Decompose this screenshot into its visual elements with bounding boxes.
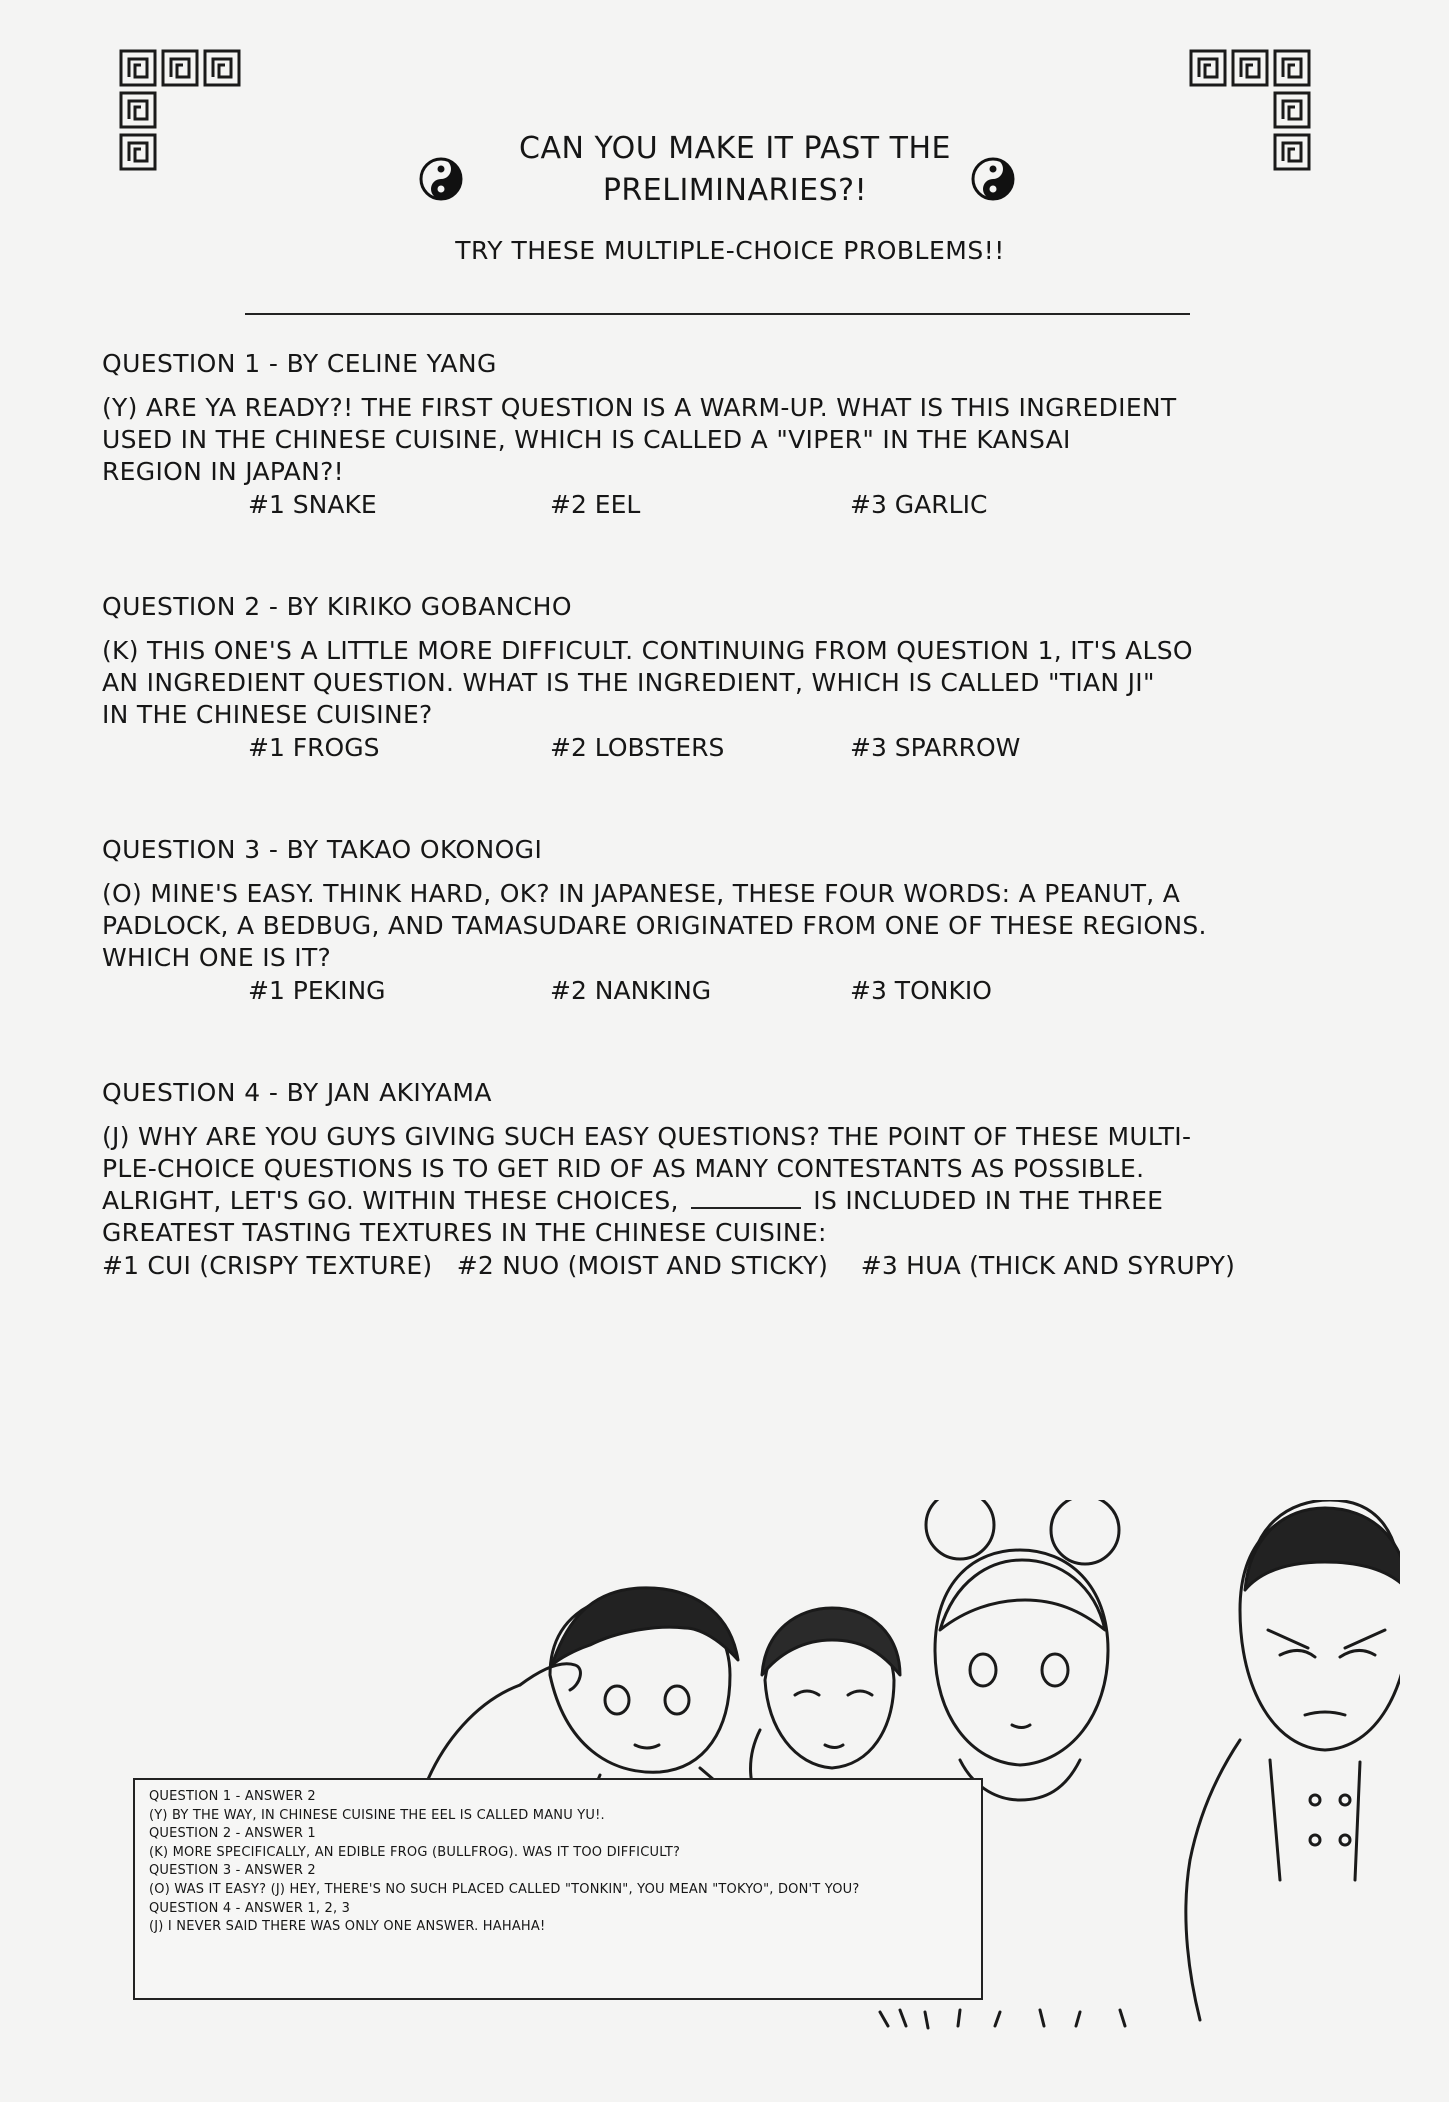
question-line: (Y) ARE YA READY?! THE FIRST QUESTION IS A WARM-UP. WHAT IS THIS INGREDIENT [102, 393, 1177, 422]
choice-1: #1 FROGS [248, 733, 380, 762]
choice-list [102, 976, 1222, 1014]
choice-3: #3 GARLIC [850, 490, 988, 519]
question-line: REGION IN JAPAN?! [102, 457, 344, 486]
choice-3: #3 HUA (THICK AND SYRUPY) [860, 1251, 1236, 1280]
divider-rule [245, 313, 1190, 315]
question-3 [102, 835, 1222, 1014]
page-subtitle: TRY THESE MULTIPLE-CHOICE PROBLEMS!! [455, 236, 1005, 265]
choice-1: #1 PEKING [248, 976, 386, 1005]
answer-line: QUESTION 4 - ANSWER 1, 2, 3 [149, 1900, 351, 1916]
choice-2: #2 LOBSTERS [550, 733, 725, 762]
title-line-2: PRELIMINARIES?! [602, 173, 868, 208]
choice-list [102, 490, 1222, 528]
answer-key-box [133, 1778, 983, 2000]
yin-yang-icon [418, 156, 464, 202]
question-line: PLE-CHOICE QUESTIONS IS TO GET RID OF AS MANY CONTESTANTS AS POSSIBLE. [102, 1154, 1145, 1183]
choice-1: #1 SNAKE [248, 490, 377, 519]
answer-blank [691, 1207, 801, 1209]
question-line: IN THE CHINESE CUISINE? [102, 700, 433, 729]
question-text [102, 392, 1222, 488]
question-line [102, 1185, 1222, 1217]
question-line-part: ALRIGHT, LET'S GO. WITHIN THESE CHOICES, [102, 1186, 679, 1215]
meander-corner-right-icon [1188, 48, 1318, 173]
answer-line: (K) MORE SPECIFICALLY, AN EDIBLE FROG (BULLFROG). WAS IT TOO DIFFICULT? [149, 1844, 681, 1860]
choice-2: #2 EEL [550, 490, 641, 519]
answer-line: (O) WAS IT EASY? (J) HEY, THERE'S NO SUCH PLACED CALLED "TONKIN", YOU MEAN "TOKYO", DON'T YOU? [149, 1881, 860, 1897]
question-line: USED IN THE CHINESE CUISINE, WHICH IS CALLED A "VIPER" IN THE KANSAI [102, 425, 1071, 454]
answer-line: QUESTION 1 - ANSWER 2 [149, 1789, 316, 1804]
question-line: GREATEST TASTING TEXTURES IN THE CHINESE CUISINE: [102, 1218, 827, 1247]
question-heading: QUESTION 3 - BY TAKAO OKONOGI [102, 835, 543, 864]
choice-1: #1 CUI (CRISPY TEXTURE) [102, 1251, 433, 1280]
question-line: (O) MINE'S EASY. THINK HARD, OK? IN JAPANESE, THESE FOUR WORDS: A PEANUT, A [102, 879, 1181, 908]
choice-2: #2 NUO (MOIST AND STICKY) [456, 1251, 829, 1280]
question-2 [102, 592, 1222, 771]
question-heading: QUESTION 1 - BY CELINE YANG [102, 349, 497, 378]
question-line: WHICH ONE IS IT? [102, 943, 332, 972]
question-text [102, 635, 1222, 731]
question-line: PADLOCK, A BEDBUG, AND TAMASUDARE ORIGINATED FROM ONE OF THESE REGIONS. [102, 911, 1207, 940]
choice-3: #3 SPARROW [850, 733, 1021, 762]
question-heading: QUESTION 2 - BY KIRIKO GOBANCHO [102, 592, 572, 621]
answer-line: QUESTION 3 - ANSWER 2 [149, 1863, 316, 1879]
page-title [470, 128, 1000, 212]
question-4 [102, 1078, 1236, 1280]
choice-2: #2 NANKING [550, 976, 712, 1005]
question-line: (J) WHY ARE YOU GUYS GIVING SUCH EASY QUESTIONS? THE POINT OF THESE MULTI- [102, 1122, 1192, 1151]
choice-list [102, 733, 1222, 771]
question-heading: QUESTION 4 - BY JAN AKIYAMA [102, 1078, 492, 1107]
question-line: (K) THIS ONE'S A LITTLE MORE DIFFICULT. CONTINUING FROM QUESTION 1, IT'S ALSO [102, 636, 1193, 665]
answer-line: QUESTION 2 - ANSWER 1 [149, 1826, 316, 1842]
choice-list [102, 1251, 1236, 1280]
answer-line: (J) I NEVER SAID THERE WAS ONLY ONE ANSWER. HAHAHA! [149, 1919, 546, 1935]
question-1 [102, 349, 1222, 528]
question-text [102, 1121, 1222, 1249]
question-line-part: IS INCLUDED IN THE THREE [813, 1186, 1164, 1215]
title-line-1: CAN YOU MAKE IT PAST THE [519, 131, 951, 166]
choice-3: #3 TONKIO [850, 976, 992, 1005]
question-text [102, 878, 1222, 974]
question-line: AN INGREDIENT QUESTION. WHAT IS THE INGREDIENT, WHICH IS CALLED "TIAN JI" [102, 668, 1155, 697]
answer-line: (Y) BY THE WAY, IN CHINESE CUISINE THE EEL IS CALLED MANU YU!. [149, 1807, 605, 1823]
meander-corner-left-icon [118, 48, 248, 173]
